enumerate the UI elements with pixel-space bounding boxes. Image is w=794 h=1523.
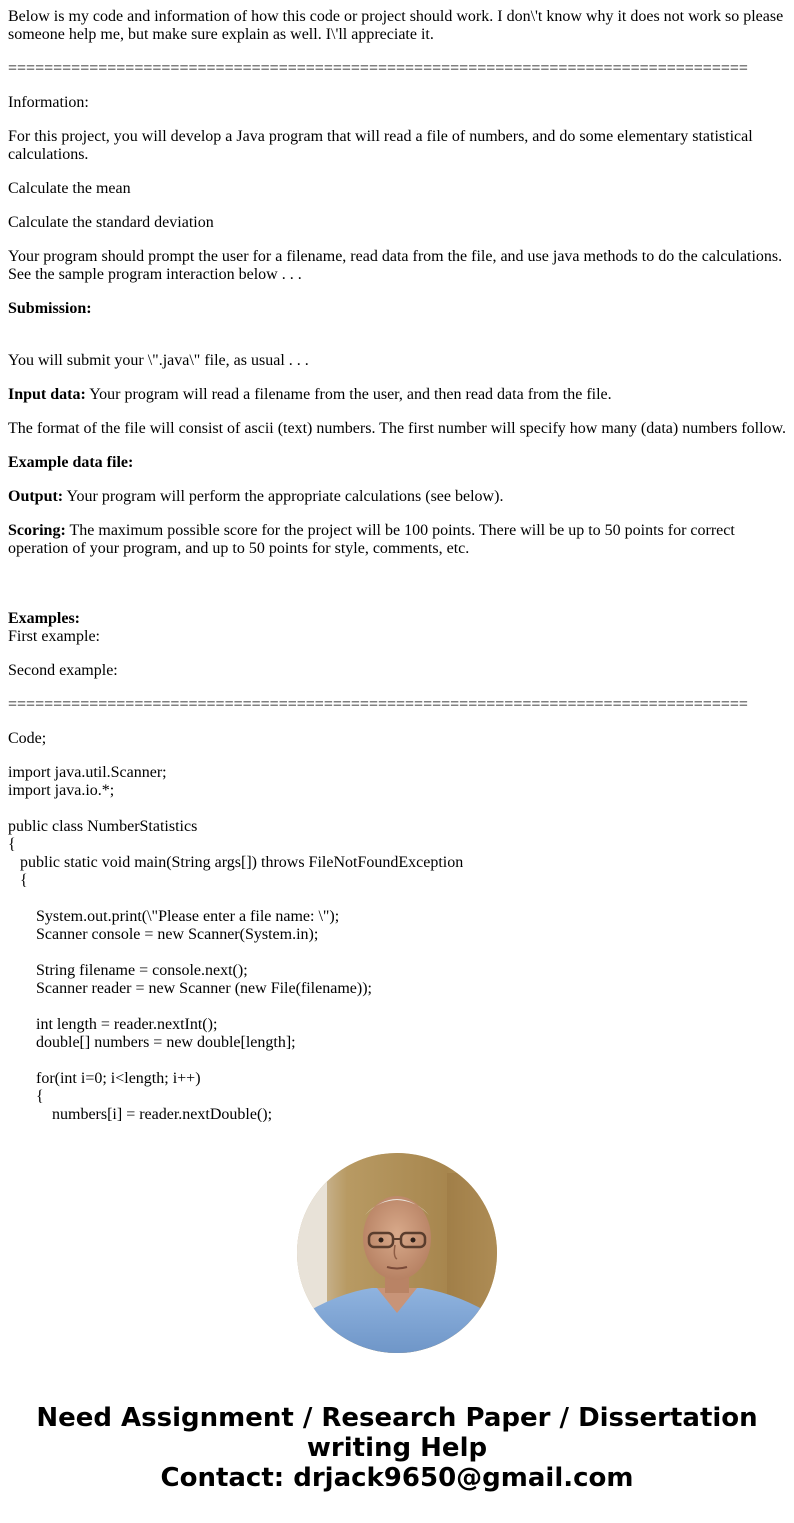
- code-line: double[] numbers = new double[length];: [8, 1034, 296, 1051]
- code-line: {: [8, 872, 28, 889]
- code-line: {: [8, 1088, 44, 1105]
- example-data-file-label: Example data file:: [8, 454, 134, 471]
- file-format-text: The format of the file will consist of ascii (text) numbers. The first number will specify how many (data) numbers follow.: [8, 420, 787, 437]
- input-data-paragraph: [8, 386, 788, 404]
- example-data-file-paragraph: [8, 454, 788, 472]
- avatar: [297, 1153, 497, 1353]
- document-body: [8, 8, 788, 1122]
- input-data-text: Your program will read a filename from the user, and then read data from the file.: [85, 386, 612, 403]
- code-line: [8, 944, 788, 962]
- information-heading: Information:: [8, 94, 89, 111]
- scoring-text: The maximum possible score for the project will be 100 points. There will be up to 50 points for correct operation of your program, and up to 50 points for style, comments, etc.: [8, 522, 739, 557]
- examples-label: Examples:: [8, 610, 80, 627]
- calc-mean-text: Calculate the mean: [8, 180, 131, 197]
- submission-paragraph: [8, 300, 788, 318]
- code-line: import java.util.Scanner;: [8, 764, 167, 781]
- code-line: for(int i=0; i<length; i++): [8, 1070, 201, 1087]
- code-line: int length = reader.nextInt();: [8, 1016, 218, 1033]
- output-paragraph: [8, 488, 788, 506]
- promo-line-1: Need Assignment / Research Paper / Dissertation: [36, 1403, 758, 1433]
- separator-top: ==================================================================================: [8, 60, 748, 77]
- output-label: Output:: [8, 488, 64, 505]
- calc-stddev-text: Calculate the standard deviation: [8, 214, 214, 231]
- scoring-paragraph: [8, 522, 788, 558]
- code-line: [8, 890, 788, 908]
- separator-bottom: ==================================================================================: [8, 696, 748, 713]
- code-line: public static void main(String args[]) throws FileNotFoundException: [8, 854, 464, 871]
- promo-line-2: writing Help: [306, 1433, 488, 1463]
- spacer: [8, 574, 788, 610]
- intro-text: Below is my code and information of how this code or project should work. I don\'t know why it does not work so please someone help me, but make sure explain as well. I\'ll appreciate it.: [8, 8, 788, 43]
- code-line: [8, 1052, 788, 1070]
- submission-text: You will submit your \".java\" file, as usual . . .: [8, 352, 309, 369]
- code-line: System.out.print(\"Please enter a file name: \");: [8, 908, 340, 925]
- code-line: numbers[i] = reader.nextDouble();: [8, 1106, 273, 1122]
- code-line: {: [8, 836, 16, 853]
- code-line: [8, 998, 788, 1016]
- code-line: Scanner console = new Scanner(System.in);: [8, 926, 319, 943]
- code-line: import java.io.*;: [8, 782, 115, 799]
- prompt-description: Your program should prompt the user for a filename, read data from the file, and use java methods to do the calculations. See the sample program interaction below . . .: [8, 248, 787, 283]
- submission-label: Submission:: [8, 300, 92, 317]
- examples-label-line: [8, 610, 788, 628]
- code-line: String filename = console.next();: [8, 962, 248, 979]
- code-line: public class NumberStatistics: [8, 818, 198, 835]
- project-description: For this project, you will develop a Java program that will read a file of numbers, and do some elementary statistical calculations.: [8, 128, 757, 163]
- promo-banner: [0, 1403, 794, 1493]
- code-line: [8, 800, 788, 818]
- output-text: Your program will perform the appropriate calculations (see below).: [63, 488, 504, 505]
- code-line: Scanner reader = new Scanner (new File(filename));: [8, 980, 372, 997]
- scoring-label: Scoring:: [8, 522, 66, 539]
- first-example-text: First example:: [8, 628, 100, 645]
- code-block: [8, 764, 788, 1122]
- second-example-text: Second example:: [8, 662, 118, 679]
- promo-contact: Contact: drjack9650@gmail.com: [160, 1463, 634, 1493]
- code-heading: Code;: [8, 730, 47, 747]
- input-data-label: Input data:: [8, 386, 86, 403]
- spacer: [8, 334, 788, 352]
- portrait-photo-icon: [297, 1153, 497, 1353]
